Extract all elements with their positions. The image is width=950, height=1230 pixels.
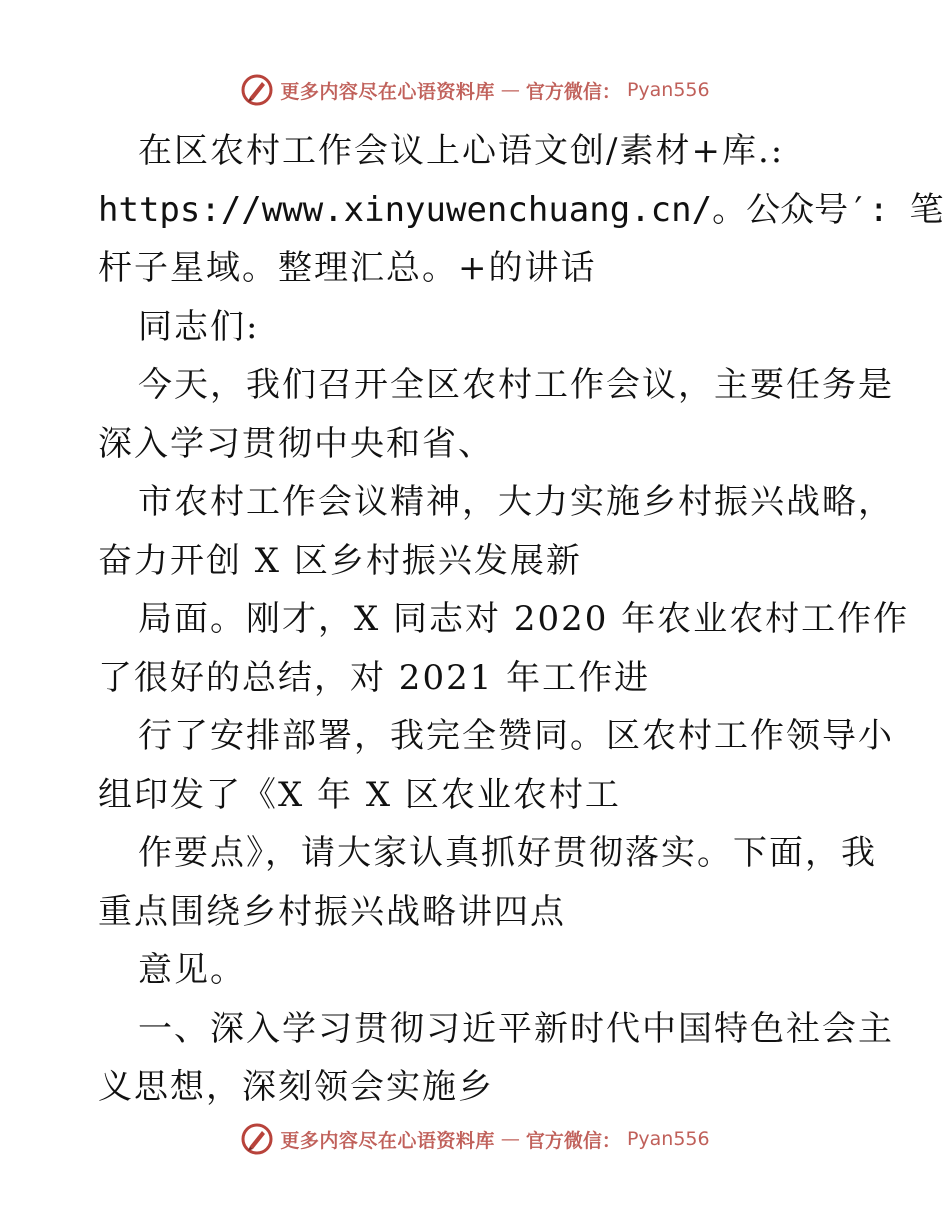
paragraph-line: 行了安排部署，我完全赞同。区农村工作领导小 xyxy=(138,716,894,756)
paragraph-line: 意见。 xyxy=(138,950,246,990)
watermark-wechat-label: 官方微信： xyxy=(525,80,621,103)
header-watermark xyxy=(0,70,950,110)
paragraph-line: 组印发了《X 年 X 区农业农村工 xyxy=(98,774,621,815)
pen-logo-icon xyxy=(240,1122,274,1156)
footer-watermark xyxy=(0,1119,950,1159)
section-heading-line: 一、深入学习贯彻习近平新时代中国特色社会主 xyxy=(138,1008,894,1049)
paragraph-line: 奋力开创 X 区乡村振兴发展新 xyxy=(98,540,582,581)
paragraph-line: 深入学习贯彻中央和省、 xyxy=(98,423,494,464)
salutation: 同志们: xyxy=(138,306,260,347)
pen-logo-icon xyxy=(240,73,274,107)
paragraph-line: 了很好的总结，对 2021 年工作进 xyxy=(98,657,651,698)
paragraph-line: 重点围绕乡村振兴战略讲四点 xyxy=(98,891,566,932)
document-body xyxy=(98,122,944,1117)
paragraph-line: https://www.xinyuwenchuang.cn/。公众号′: 笔 xyxy=(98,189,944,230)
watermark-wechat-label: 官方微信： xyxy=(525,1129,621,1152)
watermark-separator: — xyxy=(500,79,520,101)
watermark-wechat-id: Pyan556 xyxy=(626,1128,710,1150)
paragraph-line: 在区农村工作会议上心语文创/素材+库.: xyxy=(138,131,785,171)
section-heading-line: 义思想，深刻领会实施乡 xyxy=(98,1067,494,1107)
watermark-text: 更多内容尽在心语资料库 xyxy=(280,1129,495,1152)
watermark-text: 更多内容尽在心语资料库 xyxy=(280,80,495,103)
paragraph-line: 今天，我们召开全区农村工作会议，主要任务是 xyxy=(138,365,894,405)
paragraph-line: 杆子星域。整理汇总。+的讲话 xyxy=(98,248,597,288)
watermark-separator: — xyxy=(500,1128,520,1150)
paragraph-line: 作要点》，请大家认真抓好贯彻落实。下面，我 xyxy=(138,833,877,873)
paragraph-line: 局面。刚才，X 同志对 2020 年农业农村工作作 xyxy=(138,599,910,639)
watermark-wechat-id: Pyan556 xyxy=(626,79,710,101)
paragraph-line: 市农村工作会议精神，大力实施乡村振兴战略， xyxy=(138,482,894,522)
